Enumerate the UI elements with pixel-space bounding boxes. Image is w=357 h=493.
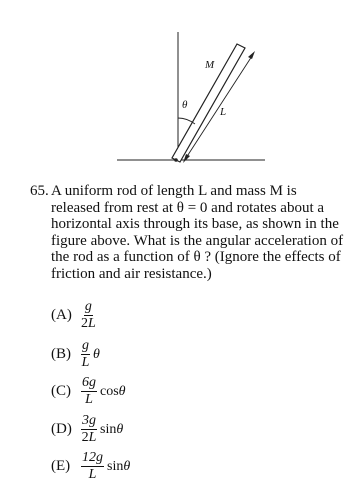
fraction-numerator: 3g <box>82 413 96 428</box>
fraction-denominator <box>82 430 97 445</box>
tail-variable: θ <box>116 421 124 437</box>
choice-fraction <box>81 376 97 407</box>
question-number: 65. <box>30 183 49 199</box>
denominator-variable: L <box>85 392 93 407</box>
choice-label: (C) <box>51 383 71 399</box>
choice-e[interactable] <box>51 451 130 482</box>
choice-label: (A) <box>51 307 72 323</box>
length-dimension-line <box>186 56 252 158</box>
choice-tail <box>93 347 100 363</box>
choice-tail <box>107 459 130 475</box>
arrow-head-top <box>248 51 255 59</box>
denominator-variable: L <box>81 355 90 370</box>
question-line: figure above. What is the angular acceleration of <box>51 232 344 249</box>
question-line: friction and air resistance.) <box>51 265 212 282</box>
tail-variable: θ <box>123 458 131 474</box>
question-text <box>51 183 351 282</box>
rod-figure <box>0 0 357 180</box>
fraction-denominator <box>89 467 97 482</box>
choice-d[interactable] <box>51 414 123 445</box>
question-line: horizontal axis through its base, as shown in the <box>51 216 339 232</box>
tail-variable: θ <box>118 383 126 399</box>
denominator-variable: L <box>88 467 97 482</box>
tail-function: sin <box>100 421 117 437</box>
fraction-numerator: g <box>84 299 92 314</box>
denominator-coefficient: 2 <box>81 430 89 445</box>
choice-c[interactable] <box>51 376 126 407</box>
tail-function: cos <box>100 383 119 399</box>
fraction-numerator: 6g <box>82 375 96 390</box>
denominator-coefficient: 2 <box>81 316 88 331</box>
fraction-numerator: 12g <box>82 450 103 465</box>
choice-fraction <box>81 339 90 370</box>
question-line: A uniform rod of length L and mass M is <box>51 183 297 199</box>
choice-label: (D) <box>51 421 72 437</box>
fraction-denominator <box>85 392 93 407</box>
denominator-variable: L <box>88 430 97 445</box>
tail-function: sin <box>107 458 124 474</box>
fraction-denominator <box>82 355 90 370</box>
choice-tail <box>100 384 126 400</box>
choice-a[interactable] <box>51 300 99 331</box>
angle-label: θ <box>182 99 188 111</box>
choice-b[interactable] <box>51 339 100 370</box>
mass-label: M <box>205 59 215 71</box>
choice-label: (B) <box>51 346 71 362</box>
question-line: the rod as a function of θ ? (Ignore the effects of <box>51 249 341 265</box>
length-label: L <box>220 106 227 118</box>
choice-fraction <box>81 300 96 331</box>
tail-variable: θ <box>93 346 100 362</box>
pivot-point <box>174 158 178 162</box>
fraction-numerator: g <box>82 338 89 353</box>
question-line: released from rest at θ = 0 and rotates about a <box>51 199 325 216</box>
choice-fraction <box>81 414 97 445</box>
choice-label: (E) <box>51 458 71 474</box>
choice-tail <box>100 422 123 438</box>
choice-fraction <box>81 451 104 482</box>
denominator-variable: L <box>88 316 96 331</box>
fraction-denominator <box>81 316 96 331</box>
